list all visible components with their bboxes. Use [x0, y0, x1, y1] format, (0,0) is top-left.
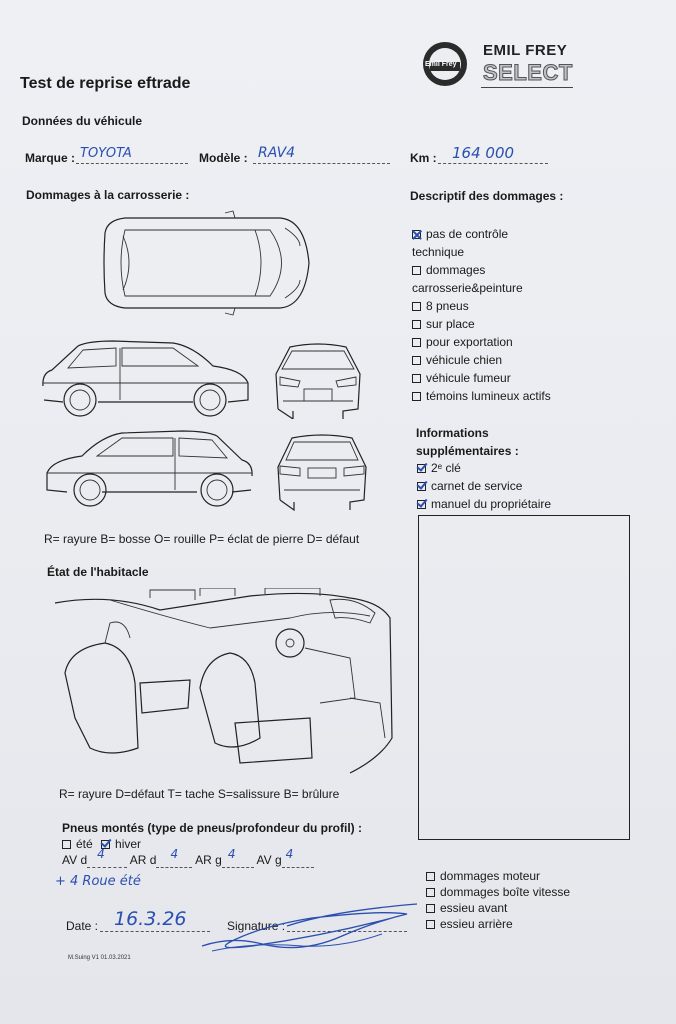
car-front-view-diagram[interactable] — [268, 339, 368, 419]
extra-item — [417, 461, 461, 475]
brand-line2: SELECT — [483, 60, 573, 85]
description-item-label-cont: carrosserie&peinture — [412, 281, 523, 295]
handwritten-signature[interactable] — [192, 896, 422, 956]
description-checkbox[interactable] — [412, 392, 421, 401]
interior-heading: État de l'habitacle — [47, 565, 149, 579]
bottom-check-item — [426, 869, 540, 883]
description-item — [412, 389, 551, 403]
description-heading: Descriptif des dommages : — [410, 189, 564, 203]
bottom-check-item — [426, 917, 513, 931]
km-value[interactable]: 164 000 — [452, 144, 515, 162]
av-g-value[interactable]: 4 — [285, 847, 294, 861]
car-left-side-diagram[interactable] — [38, 338, 253, 418]
emblem-text: Emil Frey — [425, 61, 457, 68]
car-interior-diagram[interactable] — [50, 588, 395, 778]
modele-label: Modèle : — [199, 151, 248, 165]
description-item — [412, 335, 513, 349]
tires-heading: Pneus montés (type de pneus/profondeur du profil) : — [62, 821, 363, 835]
extra-item — [417, 497, 551, 511]
description-checkbox[interactable] — [412, 320, 421, 329]
bottom-check-label: essieu avant — [440, 901, 508, 915]
brand-line1: EMIL FREY — [483, 42, 568, 59]
bottom-check-label: dommages moteur — [440, 869, 541, 883]
description-item-label: témoins lumineux actifs — [426, 389, 551, 403]
description-item-label-cont: technique — [412, 245, 465, 259]
bottom-checkbox[interactable] — [426, 904, 435, 913]
notes-box[interactable] — [418, 515, 630, 840]
description-checkbox[interactable] — [412, 302, 421, 311]
date-value[interactable]: 16.3.26 — [114, 908, 187, 930]
modele-value[interactable]: RAV4 — [258, 145, 296, 161]
bottom-checkbox[interactable] — [426, 872, 435, 881]
extra-checkbox[interactable] — [417, 482, 426, 491]
av-g-label: AV g — [256, 853, 282, 867]
ete-checkbox[interactable] — [62, 840, 71, 849]
km-label: Km : — [410, 151, 437, 165]
description-item — [412, 299, 469, 313]
extra-checkbox[interactable] — [417, 464, 426, 473]
ete-label: été — [76, 837, 93, 851]
description-item-label: sur place — [426, 317, 475, 331]
marque-label: Marque : — [25, 151, 76, 165]
car-top-view-diagram[interactable] — [95, 208, 315, 318]
av-d-value[interactable]: 4 — [97, 847, 105, 861]
car-rear-view-diagram[interactable] — [270, 432, 374, 512]
footer-version: M.Suing V1 01.03.2021 — [68, 955, 131, 961]
description-item — [412, 263, 485, 277]
description-checkbox[interactable] — [412, 338, 421, 347]
description-item-label: pour exportation — [426, 335, 513, 349]
marque-line — [76, 163, 188, 164]
description-item-label: pas de contrôle — [426, 227, 509, 241]
description-item — [412, 371, 511, 385]
description-item — [412, 353, 502, 367]
car-right-side-diagram[interactable] — [42, 428, 257, 508]
bottom-checkbox[interactable] — [426, 920, 435, 929]
description-checkbox[interactable] — [412, 230, 421, 239]
extra-item-label: 2ᵉ clé — [431, 461, 461, 475]
vehicle-section-heading: Données du véhicule — [22, 114, 143, 128]
body-damage-heading: Dommages à la carrosserie : — [26, 188, 190, 202]
description-item — [412, 317, 475, 331]
description-item-label: dommages — [426, 263, 486, 277]
marque-value[interactable]: TOYOTA — [80, 146, 132, 161]
description-checkbox[interactable] — [412, 374, 421, 383]
extra-item-label: manuel du propriétaire — [431, 497, 552, 511]
description-checkbox[interactable] — [412, 356, 421, 365]
description-checkbox[interactable] — [412, 266, 421, 275]
ar-d-value[interactable]: 4 — [170, 847, 179, 861]
body-damage-legend: R= rayure B= bosse O= rouille P= éclat de pierre D= défaut — [44, 532, 360, 546]
description-item — [412, 227, 508, 241]
extra-checkbox[interactable] — [417, 500, 426, 509]
bottom-check-label: essieu arrière — [440, 917, 513, 931]
signature-label: Signature : — [227, 919, 286, 933]
modele-line — [253, 163, 390, 164]
date-label: Date : — [66, 919, 99, 933]
page-title: Test de reprise eftrade — [20, 75, 191, 92]
description-item-label: véhicule fumeur — [426, 371, 511, 385]
extra-heading-2: supplémentaires : — [416, 444, 519, 458]
interior-legend: R= rayure D=défaut T= tache S=salissure B= brûlure — [59, 787, 340, 801]
bottom-check-item — [426, 901, 507, 915]
av-d-label: AV d — [62, 853, 88, 867]
km-line — [438, 163, 548, 164]
bottom-checkbox[interactable] — [426, 888, 435, 897]
ar-g-value[interactable]: 4 — [227, 847, 236, 861]
extra-item — [417, 479, 522, 493]
tires-note[interactable]: + 4 Roue été — [55, 874, 141, 889]
tire-depth-row — [62, 847, 314, 868]
hiver-label: hiver — [115, 837, 142, 851]
ar-d-label: AR d — [129, 853, 157, 867]
ar-g-label: AR g — [195, 853, 222, 867]
bottom-check-item — [426, 885, 570, 899]
bottom-check-label: dommages boîte vitesse — [440, 885, 571, 899]
brand-divider — [481, 87, 573, 88]
extra-heading-1: Informations — [416, 426, 489, 440]
extra-item-label: carnet de service — [431, 479, 523, 493]
description-item-label: 8 pneus — [426, 299, 469, 313]
description-item-label: véhicule chien — [426, 353, 503, 367]
